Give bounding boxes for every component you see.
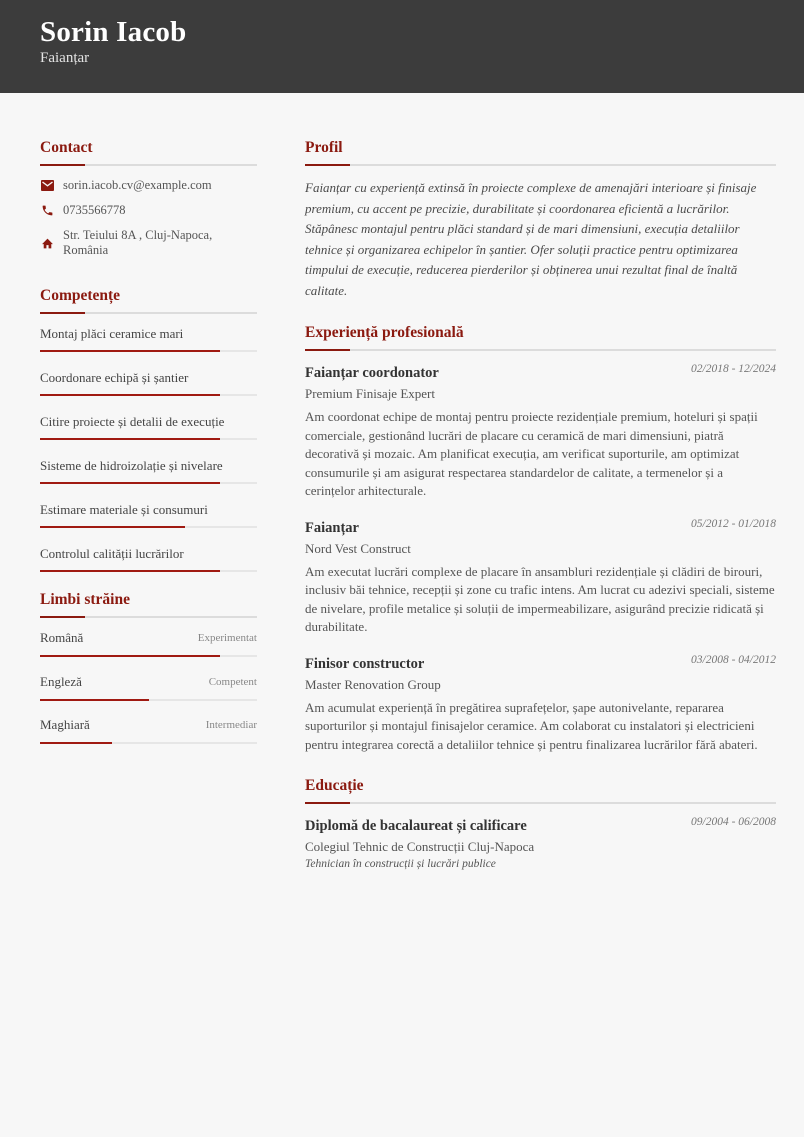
job-dates: 02/2018 - 12/2024 — [691, 363, 776, 375]
candidate-name: Sorin Iacob — [40, 16, 187, 48]
language-item — [40, 668, 257, 712]
job-dates: 05/2012 - 01/2018 — [691, 517, 776, 530]
education-school: Colegiul Tehnic de Construcții Cluj-Napoca — [305, 839, 535, 854]
experience-item — [305, 518, 776, 637]
job-company: Master Renovation Group — [305, 676, 441, 692]
education-specialization: Tehnician în construcții și lucrări publice — [305, 858, 496, 870]
education-item — [305, 816, 776, 870]
job-description: Am executat lucrări complexe de placare în ansambluri rezidențiale și clădiri de birouri, inclusiv băi tehnice, recepții și zone cu trafic intens. Am lucrat cu adezivi speciali, sisteme de nivelare, profile metalice și soluții de impermeabilizare, asigurând precizie ridicată și durabilitate. — [305, 563, 775, 634]
language-item — [40, 711, 257, 755]
resume-header — [0, 0, 804, 93]
job-dates: 03/2008 - 04/2012 — [691, 653, 776, 666]
skill-level-bar — [40, 438, 257, 440]
section-title: Limbi străine — [40, 591, 130, 608]
experience-section — [305, 323, 776, 754]
job-description: Am coordonat echipe de montaj pentru proiecte rezidențiale premium, hoteluri și spații comerciale, gestionând lucrări de placare cu ceramică de mari dimensiuni, piatră decorativă și mozaic. Am planificat execuția, am verificat suporturile, am optimizat consumurile și am asigurat respectarea standardelor de calitate, a termenelor și a cerințelor arhitecturale. — [305, 409, 758, 498]
skill-item — [40, 496, 257, 540]
skill-level-bar — [40, 350, 257, 352]
education-degree: Diplomă de bacalaureat și calificare — [305, 818, 527, 834]
language-label: Engleză — [40, 673, 82, 689]
section-divider — [40, 164, 257, 166]
skill-level-bar — [40, 394, 257, 396]
skills-section — [40, 286, 257, 584]
skill-item — [40, 364, 257, 408]
section-divider — [305, 349, 776, 351]
education-dates: 09/2004 - 06/2008 — [691, 816, 776, 828]
skill-label: Estimare materiale și consumuri — [40, 502, 208, 517]
skill-level-bar — [40, 570, 257, 572]
section-divider — [305, 802, 776, 804]
contact-phone[interactable] — [40, 203, 257, 218]
skill-label: Coordonare echipă și șantier — [40, 370, 189, 385]
education-section — [305, 776, 776, 870]
section-divider — [40, 312, 257, 314]
phone-icon — [40, 204, 54, 218]
email-value: sorin.iacob.cv@example.com — [63, 178, 212, 192]
experience-item — [305, 363, 776, 501]
job-role: Finisor constructor — [305, 655, 425, 672]
section-title: Contact — [40, 139, 93, 156]
profile-section — [305, 138, 776, 301]
language-level: Experimentat — [197, 632, 257, 644]
skill-label: Sisteme de hidroizolație și nivelare — [40, 458, 223, 473]
contact-address — [40, 228, 257, 258]
language-label: Română — [40, 630, 84, 645]
skill-item — [40, 408, 257, 452]
job-role: Faianțar coordonator — [305, 365, 439, 381]
section-divider — [40, 616, 257, 618]
language-item — [40, 624, 257, 668]
section-title: Profil — [305, 139, 343, 156]
phone-value: 0735566778 — [63, 203, 126, 217]
profile-summary: Faianțar cu experiență extinsă în proiecte complexe de amenajări interioare și finisaje premium, cu accent pe precizie, durabilitate și coordonarea eficientă a lucrărilor. Stăpânesc montajul pentru plăci standard și de mari dimensiuni, execuția detaliilor tehnice și organizarea echipelor în șantier. Ofer soluții practice pentru optimizarea timpului de execuție, reducerea pierderilor și obținerea unui rezultat final de înaltă calitate. — [305, 180, 757, 298]
skill-level-bar — [40, 482, 257, 484]
email-icon — [40, 179, 54, 193]
home-icon — [40, 236, 54, 250]
sidebar — [40, 138, 257, 755]
skill-label: Controlul calității lucrărilor — [40, 546, 184, 561]
language-level: Competent — [208, 675, 257, 688]
skill-label: Citire proiecte și detalii de execuție — [40, 414, 225, 429]
main-content — [305, 138, 776, 870]
skill-item — [40, 320, 257, 364]
skill-item — [40, 540, 257, 584]
experience-item — [305, 654, 776, 755]
contact-section — [40, 138, 257, 258]
candidate-title: Faianțar — [40, 50, 90, 66]
language-level: Intermediar — [205, 719, 257, 731]
job-company: Premium Finisaje Expert — [305, 386, 435, 401]
section-title: Educație — [305, 777, 364, 794]
section-title: Competențe — [40, 287, 121, 304]
language-level-bar — [40, 699, 257, 701]
skill-item — [40, 452, 257, 496]
skill-label: Montaj plăci ceramice mari — [40, 326, 184, 341]
address-value: Str. Teiului 8A , Cluj-Napoca, România — [63, 228, 213, 257]
language-level-bar — [40, 655, 257, 657]
language-level-bar — [40, 742, 257, 744]
skill-level-bar — [40, 526, 257, 528]
job-description: Am acumulat experiență în pregătirea suprafețelor, șape autonivelante, repararea suporturilor și montajul finisajelor ceramice. Am colaborat cu instalatori și electricieni pentru integrarea corectă a detaliilor tehnice și pentru finalizarea lucrărilor fără abateri. — [305, 699, 758, 752]
languages-section — [40, 590, 257, 755]
language-label: Maghiară — [40, 717, 90, 732]
job-company: Nord Vest Construct — [305, 540, 411, 556]
section-divider — [305, 164, 776, 166]
section-title: Experiență profesională — [305, 324, 464, 341]
job-role: Faianțar — [305, 519, 359, 536]
contact-email[interactable] — [40, 178, 257, 193]
